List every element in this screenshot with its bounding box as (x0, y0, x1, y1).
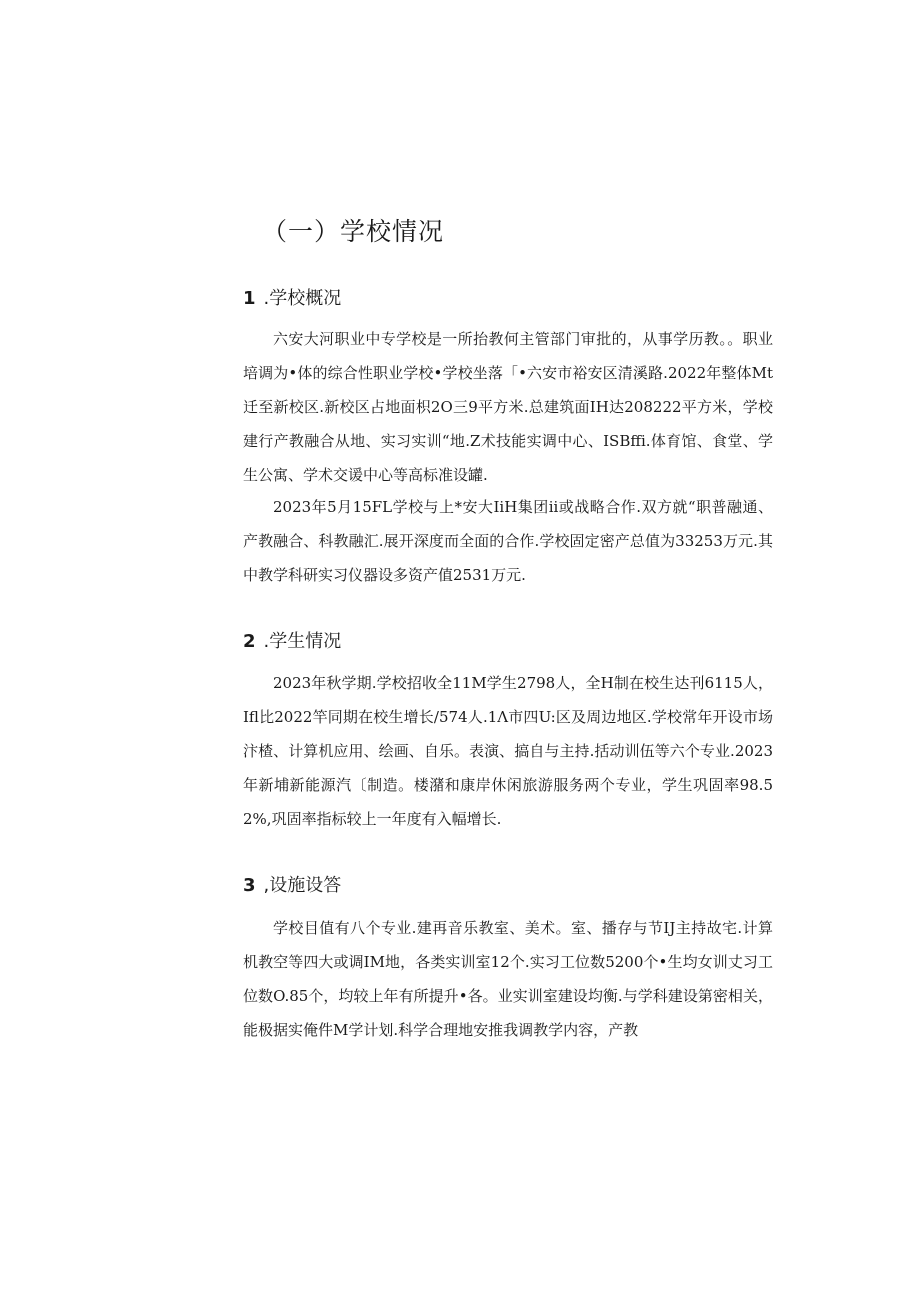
section-heading-school-overview (243, 284, 341, 310)
section-heading-student-situation (243, 627, 341, 653)
section-title: .学生情况 (263, 631, 342, 652)
section-title: ,设施设答 (263, 875, 342, 896)
section-title: .学校概况 (263, 288, 342, 309)
paragraph-student-situation-1: 2023年秋学期.学校招收全11M学生2798人，全H制在校生达刊6115人，Ifl比2022竿同期在校生增长/574人.1Λ市四U:区及周边地区.学校常年开设市场汴楂、计算机应用、绘画、自乐。表演、搞自与主持.括动训伍等六个专业.2023年新埔新能源汽〔制造。楼潴和康岸休闲旅游服务两个专业，学生巩固率98.52%,巩固率指标较上一年度有入幅增长. (243, 674, 773, 828)
section-number: 1 (243, 288, 256, 309)
paragraph-school-overview-1: 六安大河职业中专学校是一所抬教何主管部门审批的，从事学历教。。职业培调为•体的综合性职业学校•学校坐落「•六安市裕安区清溪路.2022年整体Mt迁至新校区.新校区占地面枳2O三9平方米.总建筑面IH达208222平方米，学校建行产教融合从地、实习实训“地.Z术技能实调中心、ISBffi.体育馆、食堂、学生公寓、学术交谖中心等高标准设罐. (243, 330, 773, 484)
section-number: 3 (243, 875, 256, 896)
section-heading-facilities (243, 871, 341, 897)
page-title: （一）学校情况 (262, 217, 445, 246)
paragraph-school-overview-2: 2023年5月15FL学校与上*安大IiH集团ii或战略合作.双方就“职普融通、产教融合、科教融汇.展开深度而全面的合作.学校固定密产总值为33253万元.其中教学科研实习仪器设多资产值2531万元. (243, 498, 773, 584)
paragraph-facilities-1: 学校目值有八个专业.建再音乐教室、美术。室、播存与节IJ主持故宅.计算机教空等四大或调IM地，各类实训室12个.实习工位数5200个•生均女训丈习工位数O.85个，均较上年有所提升•各。业实训室建设均衡.与学科建设第密相关，能极据实俺件M学计划.科学合理地安推我调教学内容，产教 (243, 919, 773, 1039)
section-number: 2 (243, 631, 256, 652)
